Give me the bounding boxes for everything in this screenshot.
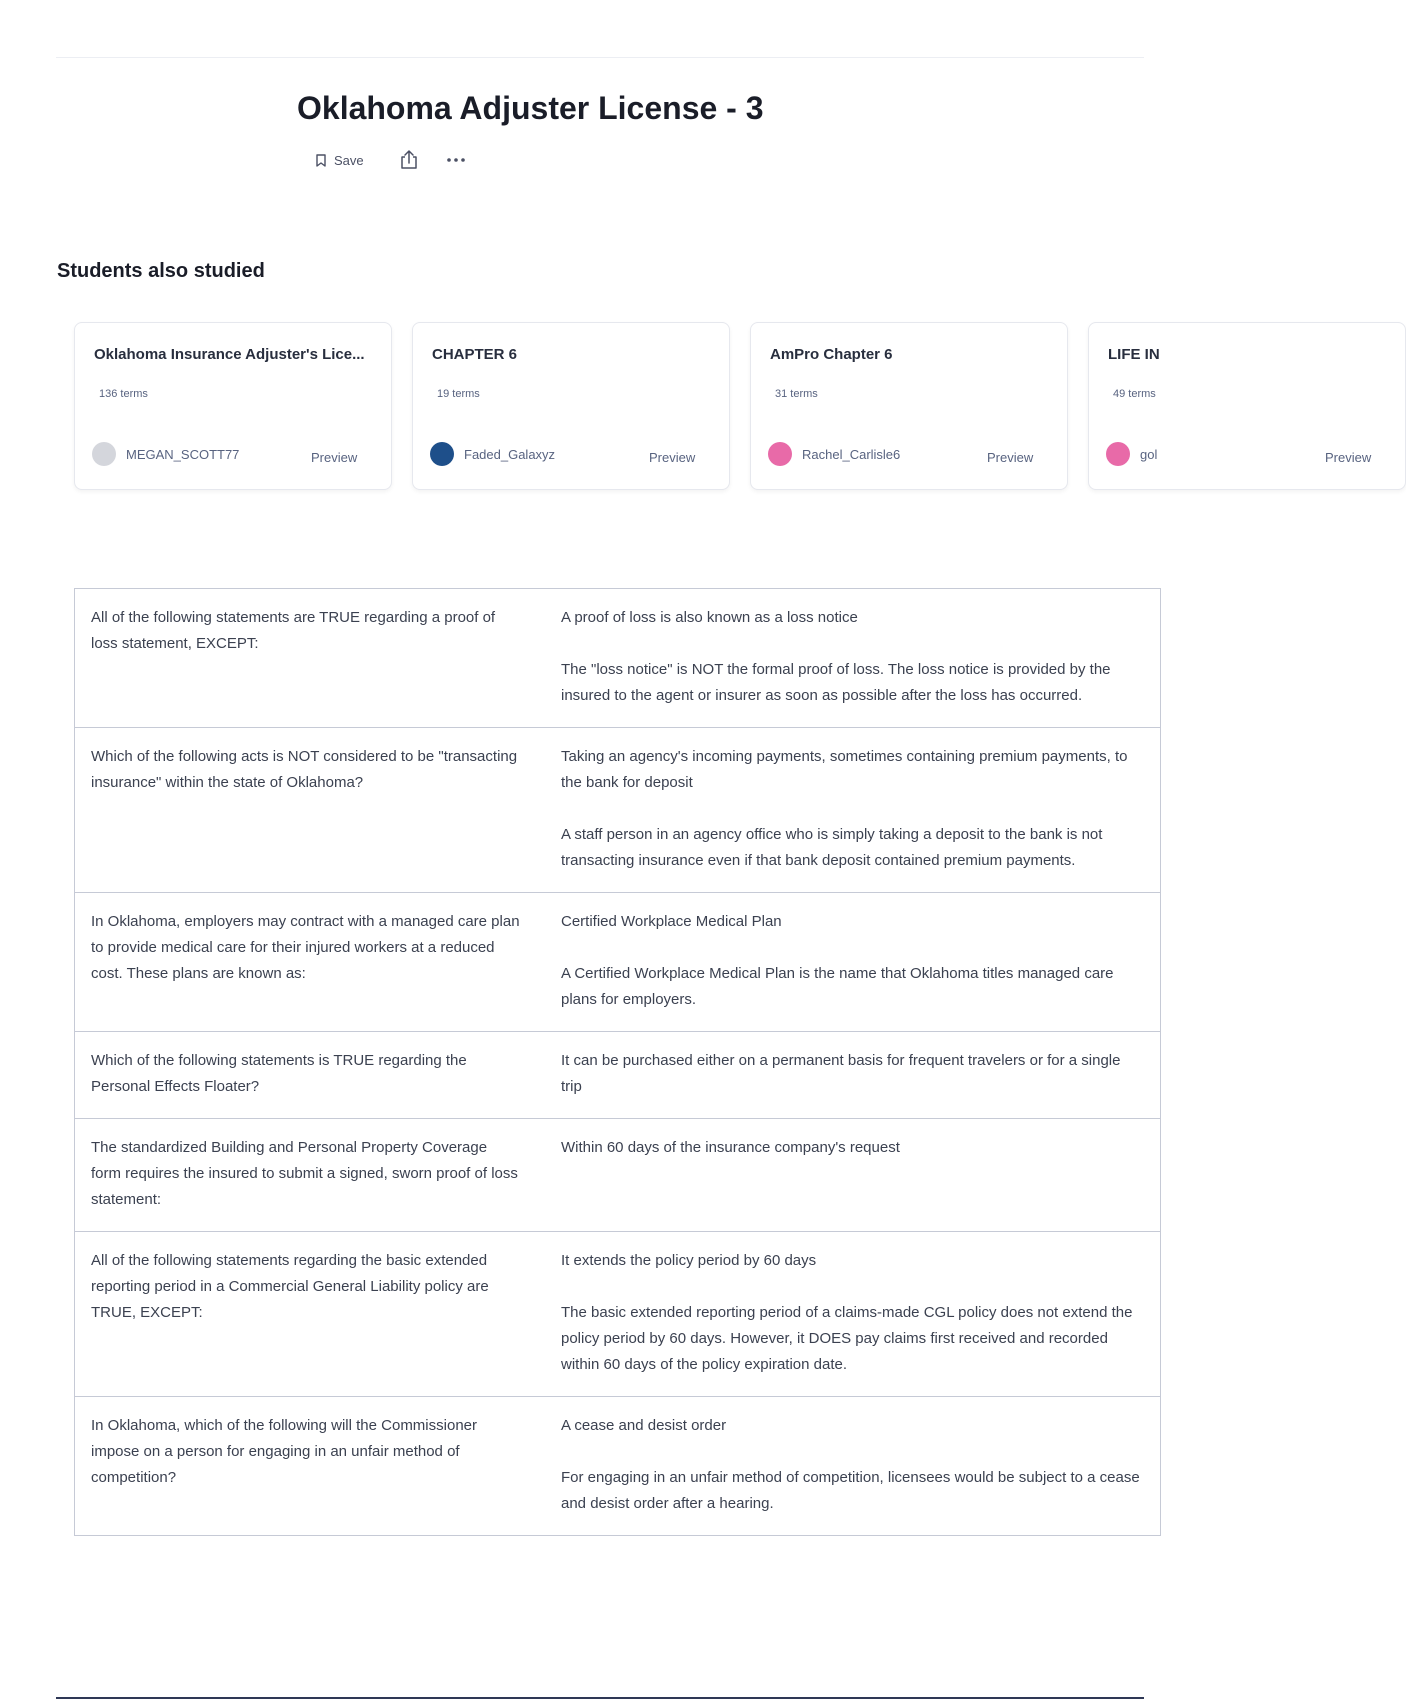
set-actions [316, 150, 466, 170]
card-term-count: 31 terms [775, 388, 818, 400]
more-dots-icon [446, 157, 466, 163]
card-author[interactable] [430, 442, 555, 466]
card-author[interactable] [92, 442, 239, 466]
avatar [430, 442, 454, 466]
answer-text: A proof of loss is also known as a loss notice [561, 609, 858, 626]
term-cell: The standardized Building and Personal Property Coverage form requires the insured to submit a signed, sworn proof of loss statement: [75, 1119, 538, 1232]
term-cell: In Oklahoma, employers may contract with a managed care plan to provide medical care for their injured workers at a reduced cost. These plans are known as: [75, 893, 538, 1032]
definition-cell [537, 1232, 1161, 1397]
flashcard-row [75, 1397, 1161, 1536]
explanation-text: The basic extended reporting period of a claims-made CGL policy does not extend the policy period by 60 days. However, it DOES pay claims first received and recorded within 60 days of the policy expiration date. [561, 1304, 1133, 1373]
avatar [92, 442, 116, 466]
answer-text: A cease and desist order [561, 1417, 727, 1434]
answer-text: Taking an agency's incoming payments, sometimes containing premium payments, to the bank for deposit [561, 748, 1128, 791]
preview-button[interactable]: Preview [311, 450, 358, 465]
explanation-text: A Certified Workplace Medical Plan is the name that Oklahoma titles managed care plans for employers. [561, 965, 1114, 1008]
definition-cell [537, 893, 1161, 1032]
flashcard-table [74, 588, 1161, 1536]
related-set-card[interactable] [74, 322, 392, 490]
save-label: Save [334, 152, 364, 168]
term-cell: All of the following statements are TRUE regarding a proof of loss statement, EXCEPT: [91, 609, 496, 652]
card-term-count: 19 terms [437, 388, 480, 400]
card-username: Rachel_Carlisle6 [802, 446, 901, 462]
card-term-count: 136 terms [99, 388, 148, 400]
term-cell: All of the following statements regarding the basic extended reporting period in a Commercial General Liability policy are TRUE, EXCEPT: [75, 1232, 538, 1397]
related-sets-carousel[interactable] [74, 322, 1372, 494]
explanation-text: The "loss notice" is NOT the formal proof of loss. The loss notice is provided by the insured to the agent or insurer as soon as possible after the loss has occurred. [561, 661, 1111, 704]
definition-cell [537, 589, 1161, 728]
term-cell: Which of the following acts is NOT considered to be "transacting insurance" within the state of Oklahoma? [75, 728, 538, 893]
related-set-card[interactable] [412, 322, 730, 490]
bookmark-icon [316, 154, 326, 167]
save-button[interactable] [316, 153, 364, 168]
related-set-card[interactable] [750, 322, 1068, 490]
preview-button[interactable]: Preview [987, 450, 1034, 465]
flashcard-row [75, 1232, 1161, 1397]
top-divider [56, 57, 1144, 58]
card-author[interactable] [1106, 442, 1157, 466]
card-title: AmPro Chapter 6 [770, 346, 893, 363]
card-term-count: 49 terms [1113, 388, 1156, 400]
avatar [768, 442, 792, 466]
card-username: gol [1140, 446, 1158, 462]
card-username: MEGAN_SCOTT77 [126, 446, 240, 462]
page-title: Oklahoma Adjuster License - 3 [297, 90, 764, 126]
definition-cell [537, 728, 1161, 893]
flashcard-row [75, 728, 1161, 893]
card-title: CHAPTER 6 [432, 346, 518, 363]
related-set-card[interactable] [1088, 322, 1406, 490]
bottom-divider [56, 1697, 1144, 1699]
answer-text: It can be purchased either on a permanent basis for frequent travelers or for a single trip [561, 1052, 1121, 1095]
answer-text: Within 60 days of the insurance company's request [561, 1139, 900, 1156]
card-username: Faded_Galaxyz [464, 446, 556, 462]
students-also-studied-heading: Students also studied [57, 260, 265, 282]
definition-cell [537, 1119, 1161, 1232]
flashcard-row [75, 589, 1161, 728]
more-options-button[interactable] [446, 157, 466, 163]
answer-text: Certified Workplace Medical Plan [561, 913, 782, 930]
share-button[interactable] [400, 150, 418, 170]
answer-text: It extends the policy period by 60 days [561, 1252, 817, 1269]
term-cell: Which of the following statements is TRUE regarding the Personal Effects Floater? [75, 1032, 538, 1119]
share-icon [400, 150, 418, 170]
definition-cell [537, 1397, 1161, 1536]
flashcard-row [75, 1032, 1161, 1119]
card-title: Oklahoma Insurance Adjuster's Lice... [94, 346, 365, 363]
avatar [1106, 442, 1130, 466]
definition-cell [537, 1032, 1161, 1119]
term-cell: In Oklahoma, which of the following will the Commissioner impose on a person for engaging in an unfair method of competition? [75, 1397, 538, 1536]
flashcard-row [75, 1119, 1161, 1232]
card-title: LIFE IN [1108, 346, 1160, 363]
flashcard-row [75, 893, 1161, 1032]
explanation-text: For engaging in an unfair method of competition, licensees would be subject to a cease and desist order after a hearing. [561, 1469, 1140, 1512]
card-author[interactable] [768, 442, 900, 466]
explanation-text: A staff person in an agency office who is simply taking a deposit to the bank is not transacting insurance even if that bank deposit contained premium payments. [561, 826, 1103, 869]
preview-button[interactable]: Preview [1325, 450, 1372, 465]
preview-button[interactable]: Preview [649, 450, 696, 465]
